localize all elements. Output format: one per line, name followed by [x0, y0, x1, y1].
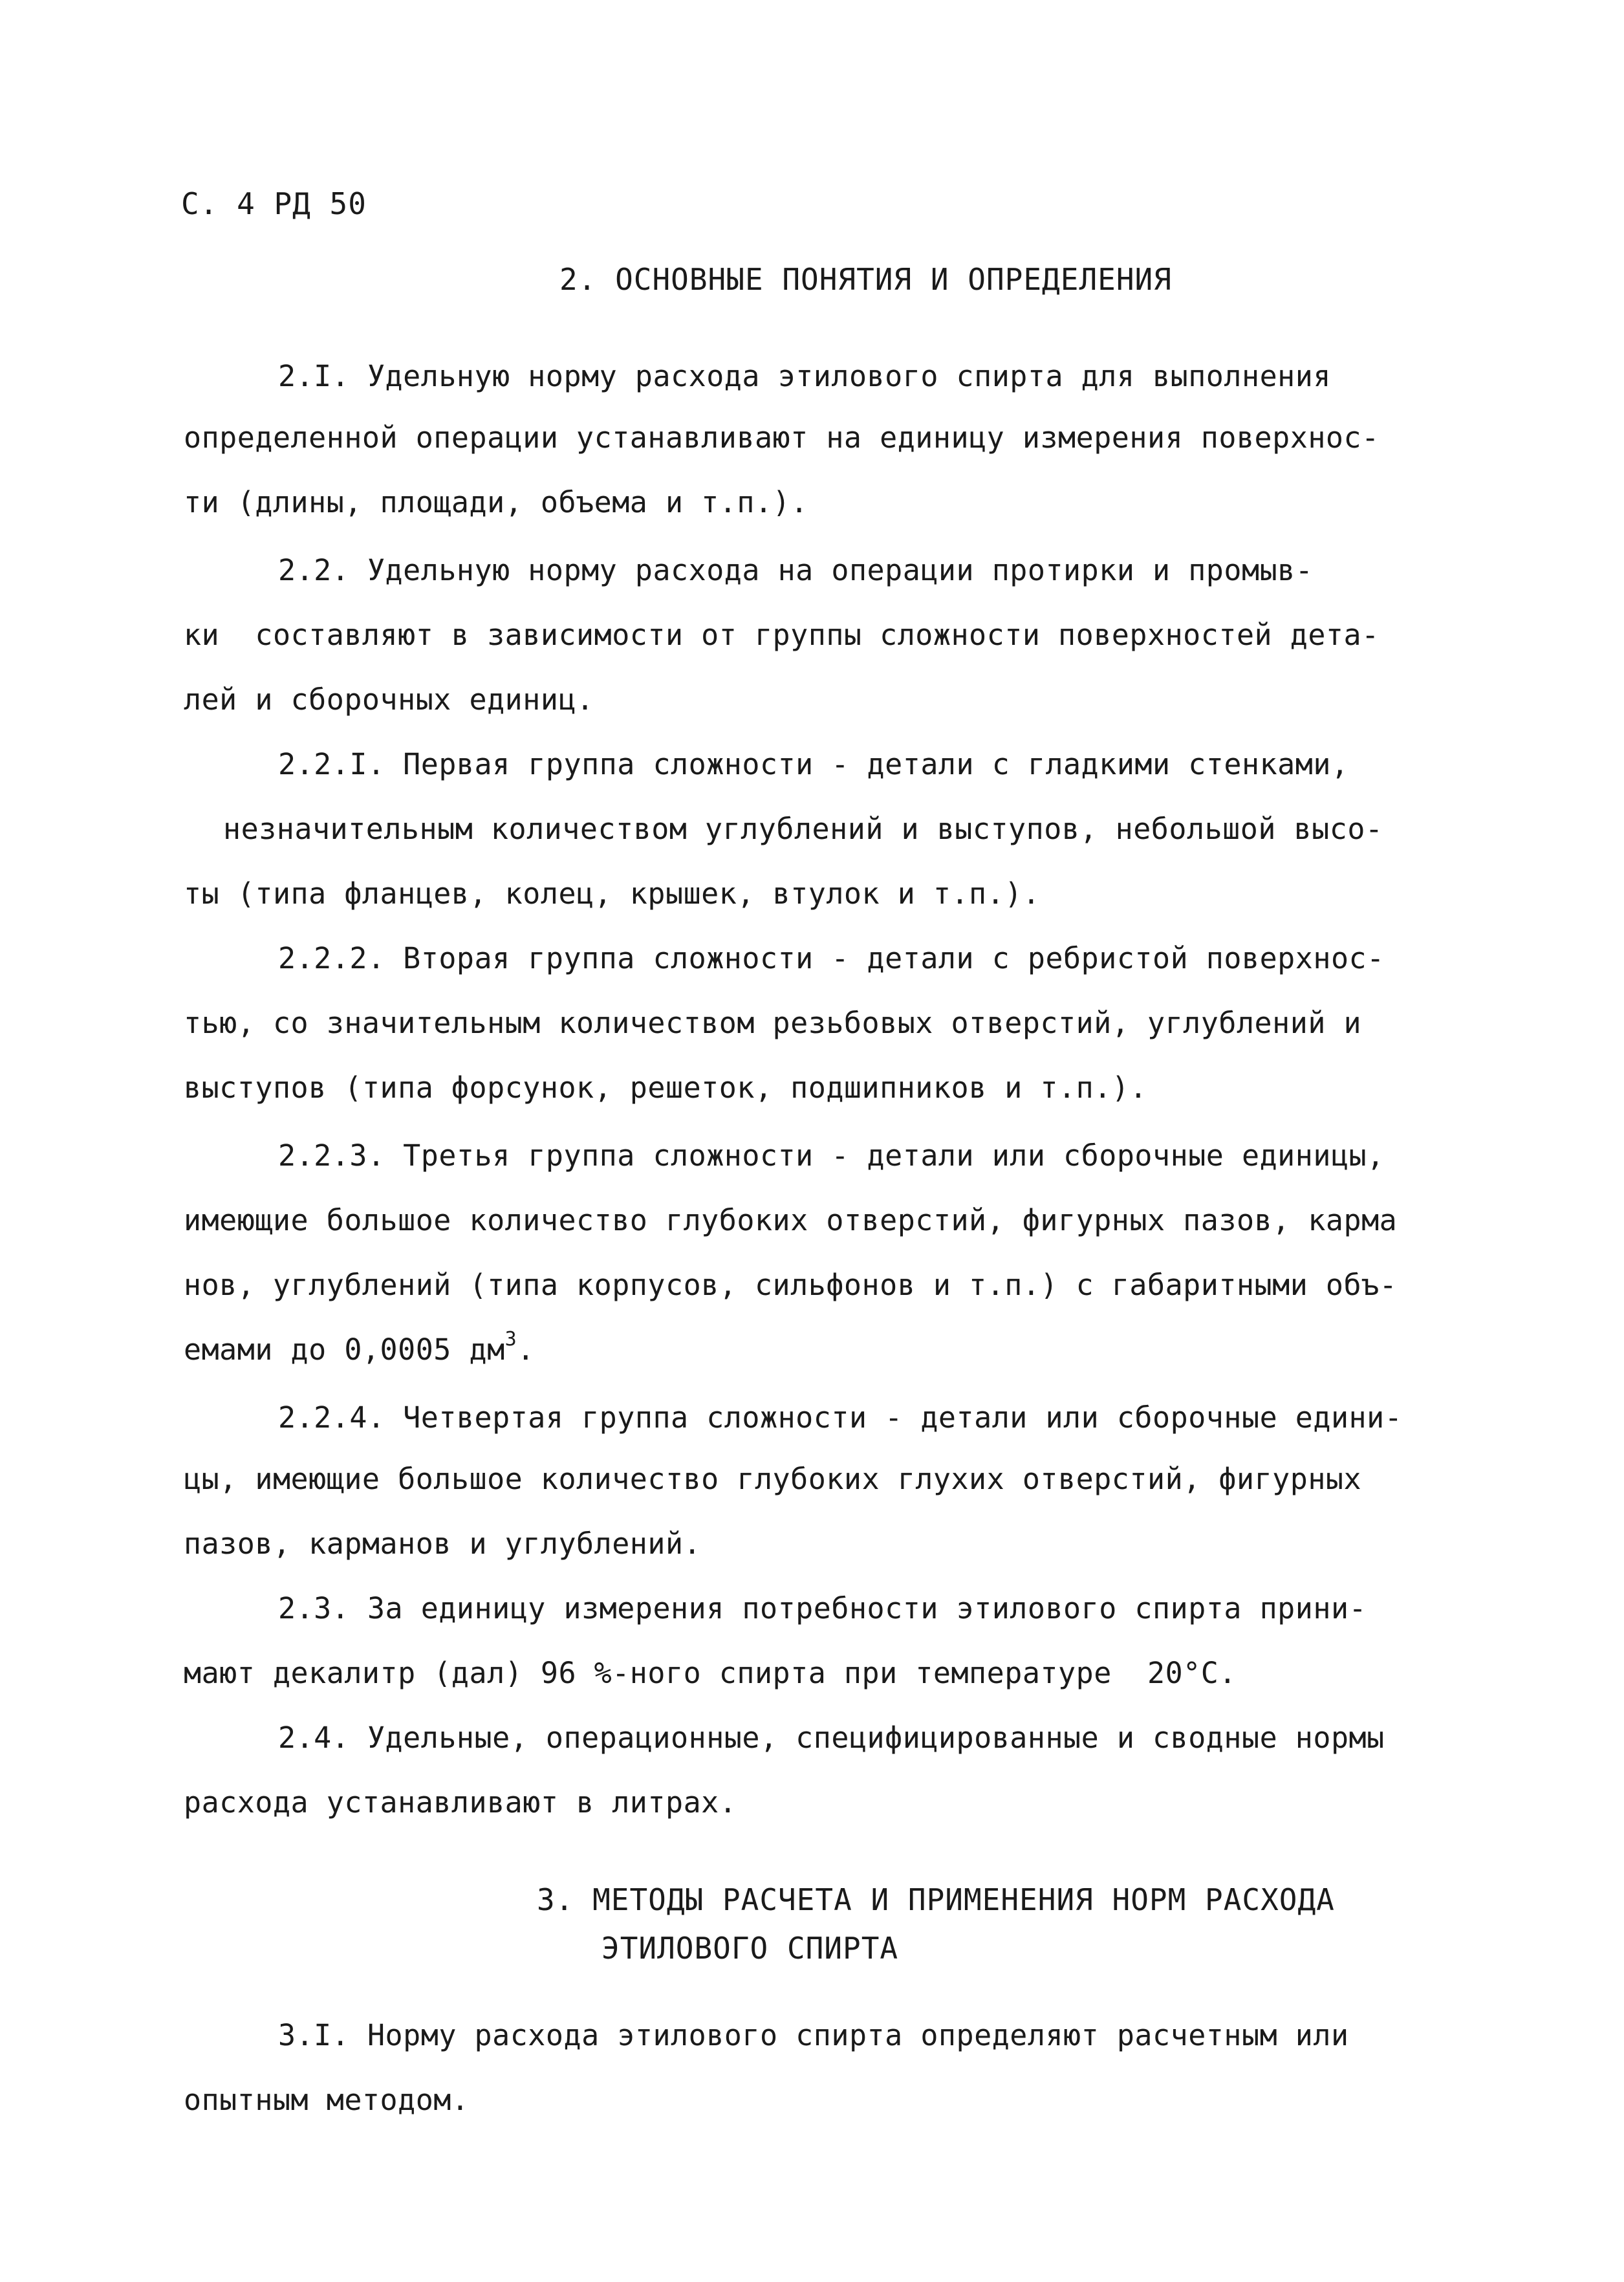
paragraph-2-2-1-line-3: ты (типа фланцев, колец, крышек, втулок и т.п.). [184, 876, 1041, 911]
paragraph-2-2-4-line-3: пазов, карманов и углублений. [184, 1527, 702, 1561]
paragraph-2-2-3-line-2: имеющие большое количество глубоких отверстий, фигурных пазов, карма [184, 1203, 1398, 1237]
paragraph-2-2-3-line-1: 2.2.3. Третья группа сложности - детали или сборочные единицы, [278, 1138, 1385, 1173]
paragraph-2-2-4-line-2: цы, имеющие большое количество глубоких глухих отверстий, фигурных [184, 1462, 1362, 1496]
paragraph-2-2-line-1: 2.2. Удельную норму расхода на операции протирки и промыв- [278, 553, 1314, 587]
paragraph-2-1-line-2: определенной операции устанавливают на единицу измерения поверхнос- [184, 420, 1380, 455]
paragraph-2-2-2-line-3: выступов (типа форсунок, решеток, подшипников и т.п.). [184, 1070, 1147, 1105]
paragraph-2-1-line-1: 2.I. Удельную норму расхода этилового спирта для выполнения [278, 359, 1331, 393]
paragraph-2-2-2-line-1: 2.2.2. Вторая группа сложности - детали с ребристой поверхнос- [278, 941, 1385, 975]
section-2-title: 2. ОСНОВНЫЕ ПОНЯТИЯ И ОПРЕДЕЛЕНИЯ [559, 262, 1172, 297]
paragraph-2-3-line-1: 2.3. За единицу измерения потребности этилового спирта прини- [278, 1591, 1367, 1625]
paragraph-2-2-1-line-1: 2.2.I. Первая группа сложности - детали с гладкими стенками, [278, 747, 1349, 781]
paragraph-2-2-line-3: лей и сборочных единиц. [184, 682, 594, 717]
section-3-title-line-1: 3. МЕТОДЫ РАСЧЕТА И ПРИМЕНЕНИЯ НОРМ РАСХОДА [537, 1882, 1335, 1917]
cubic-superscript: 3 [504, 1328, 517, 1351]
paragraph-3-1-line-1: 3.I. Норму расхода этилового спирта определяют расчетным или [278, 2018, 1349, 2052]
page-header: С. 4 РД 50 [181, 186, 367, 221]
paragraph-2-4-line-2: расхода устанавливают в литрах. [184, 1785, 737, 1820]
paragraph-2-4-line-1: 2.4. Удельные, операционные, специфицированные и сводные нормы [278, 1721, 1385, 1755]
paragraph-2-3-line-2: мают декалитр (дал) 96 %-ного спирта при температуре 20°С. [184, 1656, 1237, 1690]
paragraph-3-1-line-2: опытным методом. [184, 2083, 470, 2117]
paragraph-2-2-line-2: ки составляют в зависимости от группы сложности поверхностей дета- [184, 618, 1380, 652]
paragraph-2-2-4-line-1: 2.2.4. Четвертая группа сложности - детали или сборочные едини- [278, 1400, 1403, 1435]
paragraph-2-2-3-line-4 [184, 1328, 535, 1367]
paragraph-2-2-2-line-2: тью, со значительным количеством резьбовых отверстий, углублений и [184, 1006, 1362, 1040]
section-3-title-line-2: ЭТИЛОВОГО СПИРТА [601, 1931, 899, 1966]
volume-period: . [517, 1332, 535, 1367]
volume-text: емами до 0,0005 дм [184, 1332, 505, 1367]
paragraph-2-2-3-line-3: нов, углублений (типа корпусов, сильфонов и т.п.) с габаритными объ- [184, 1268, 1398, 1302]
paragraph-2-2-1-line-2: незначительным количеством углублений и выступов, небольшой высо- [223, 812, 1383, 846]
paragraph-2-1-line-3: ти (длины, площади, объема и т.п.). [184, 485, 808, 519]
